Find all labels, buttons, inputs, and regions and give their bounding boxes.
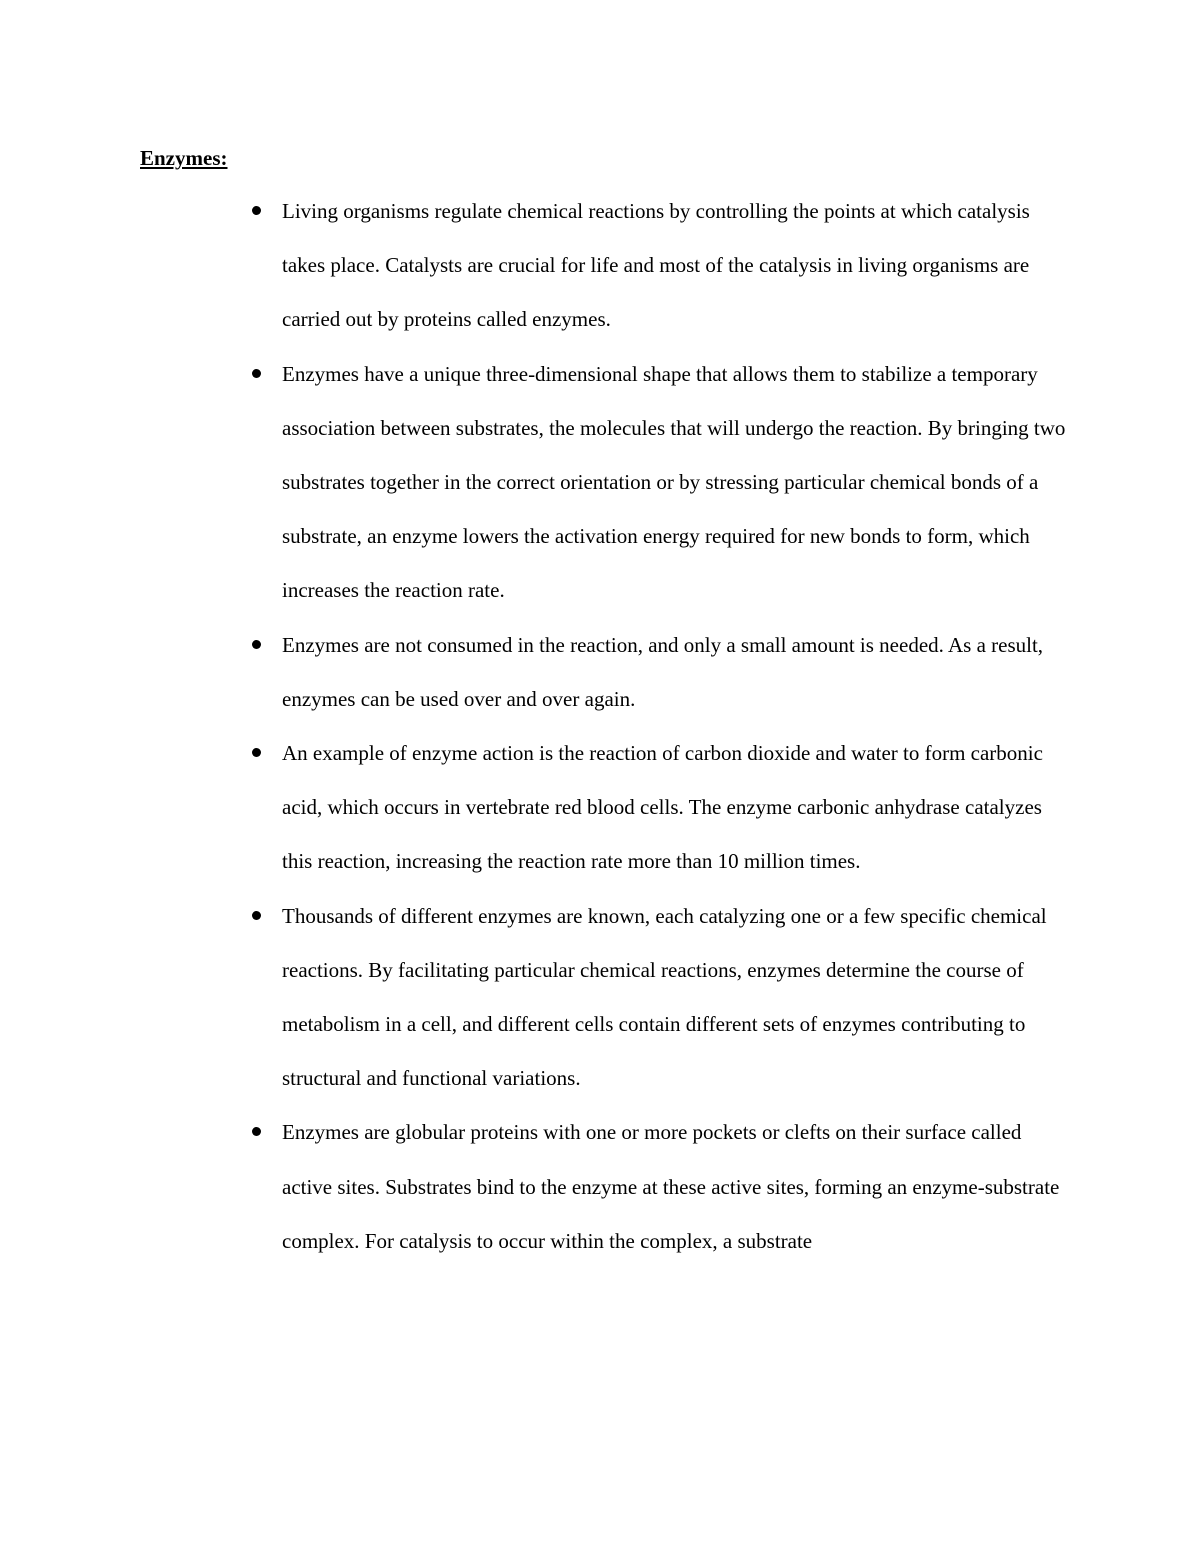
bullet-dot-icon (252, 748, 261, 757)
bullet-dot-icon (252, 369, 261, 378)
bullet-item (244, 1105, 1069, 1268)
bullet-text: Thousands of different enzymes are known, each catalyzing one or a few specific chemical reactions. By facilitating particular chemical reactions, enzymes determine the course of metabolism in a cell, and different cells contain different sets of enzymes contributing to structural and functional variations. (282, 903, 1047, 1091)
bullet-dot-icon (252, 911, 261, 920)
bullet-text: Enzymes are not consumed in the reaction, and only a small amount is needed. As a result, enzymes can be used over and over again. (282, 632, 1044, 711)
bullet-item (244, 726, 1069, 889)
bullet-text: An example of enzyme action is the reaction of carbon dioxide and water to form carbonic acid, which occurs in vertebrate red blood cells. The enzyme carbonic anhydrase catalyzes this reaction, increasing the reaction rate more than 10 million times. (282, 741, 1043, 874)
bullet-text: Living organisms regulate chemical reactions by controlling the points at which catalysis takes place. Catalysts are crucial for life and most of the catalysis in living organisms are carried out by proteins called enzymes. (282, 199, 1030, 332)
bullet-text: Enzymes are globular proteins with one or more pockets or clefts on their surface called active sites. Substrates bind to the enzyme at these active sites, forming an enzyme-substrate complex. For catalysis to occur within the complex, a substrate (282, 1120, 1060, 1253)
bullet-text: Enzymes have a unique three-dimensional shape that allows them to stabilize a temporary association between substrates, the molecules that will undergo the reaction. By bringing two substrates together in the correct orientation or by stressing particular chemical bonds of a substrate, an enzyme lowers the activation energy required for new bonds to form, which increases the reaction rate. (282, 361, 1066, 603)
bullet-item (244, 184, 1069, 347)
bullet-dot-icon (252, 206, 261, 215)
bullet-item (244, 618, 1069, 726)
bullet-item (244, 889, 1069, 1106)
bullet-dot-icon (252, 640, 261, 649)
bullet-dot-icon (252, 1127, 261, 1136)
page-heading: Enzymes: (140, 146, 228, 170)
bullet-list (244, 184, 1069, 1268)
bullet-item (244, 347, 1069, 618)
